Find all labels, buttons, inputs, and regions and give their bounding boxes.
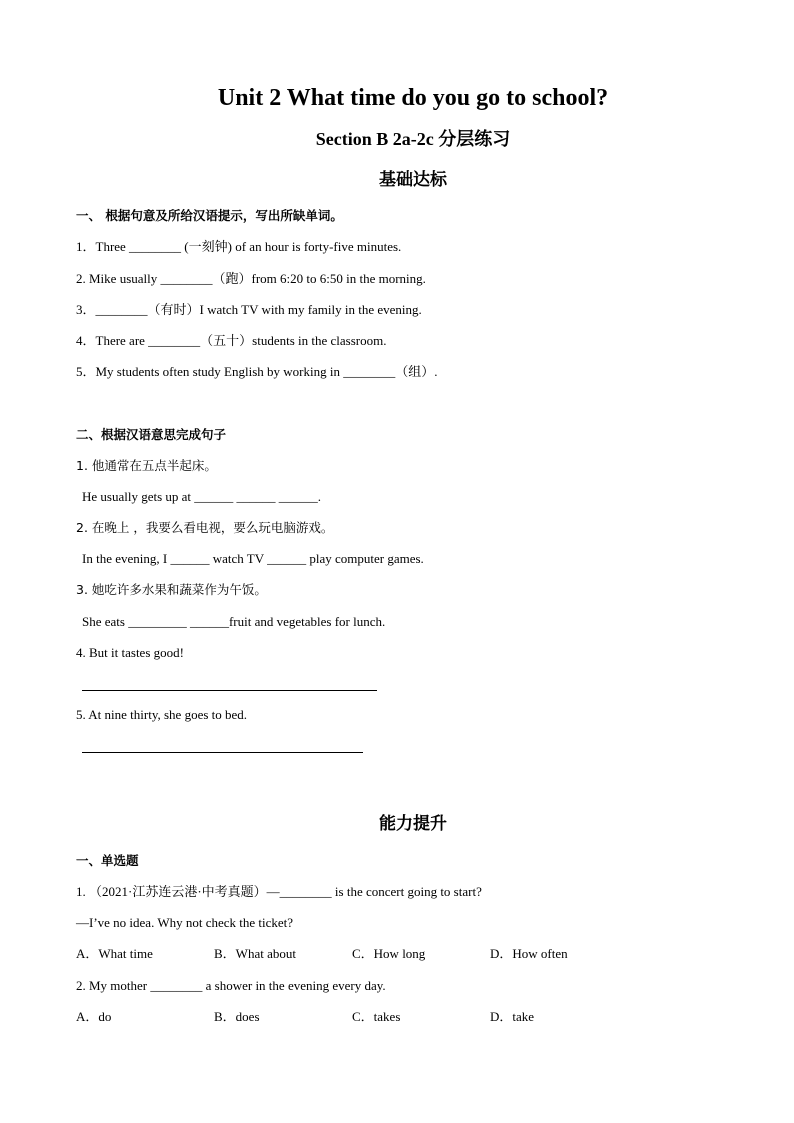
page-subtitle: Section B 2a-2c 分层练习 [315,129,511,149]
answer-line-4 [82,690,377,691]
part1-item-5: 5．My students often study English by working in ________（组）. [76,364,438,379]
answer-line-5 [82,752,363,753]
question-1-stem-2: —I’ve no idea. Why not check the ticket? [76,915,294,930]
part2-heading: 二、根据汉语意思完成句子 [76,427,227,442]
part2-item-1-cn: 1. 他通常在五点半起床。 [76,458,217,473]
question-1-option-b: B．What about [214,946,296,961]
question-2-option-c: C．takes [352,1009,401,1024]
part2-item-3-en: She eats _________ ______fruit and vegetables for lunch. [82,614,386,629]
question-2-option-a: A．do [76,1009,112,1024]
part2-item-2-cn: 2. 在晚上 ，我要么看电视，要么玩电脑游戏。 [76,520,334,535]
part1-item-2: 2. Mike usually ________（跑）from 6:20 to 6:50 in the morning. [76,271,426,286]
page-title: Unit 2 What time do you go to school? [217,85,609,111]
part3-heading: 一、单选题 [76,853,139,868]
part2-item-3-cn: 3. 她吃许多水果和蔬菜作为午饭。 [76,582,267,597]
part1-heading: 一、 根据句意及所给汉语提示，写出所缺单词。 [76,208,343,223]
part2-item-1-en: He usually gets up at ______ ______ ______. [82,489,322,504]
question-1-option-c: C．How long [352,946,426,961]
part1-item-4: 4．There are ________（五十）students in the classroom. [76,333,387,348]
part1-item-3: 3．________（有时）I watch TV with my family in the evening. [76,302,422,317]
part2-item-4-en: 4. But it tastes good! [76,645,184,660]
part2-item-5-en: 5. At nine thirty, she goes to bed. [76,707,248,722]
question-2-stem: 2. My mother ________ a shower in the evening every day. [76,978,386,993]
question-2-option-b: B．does [214,1009,260,1024]
question-2-option-d: D．take [490,1009,535,1024]
level-advanced-heading: 能力提升 [379,814,447,834]
question-1-option-a: A．What time [76,946,153,961]
part2-item-2-en: In the evening, I ______ watch TV ______ play computer games. [82,551,424,566]
question-1-stem: 1. （2021·江苏连云港·中考真题）—________ is the concert going to start? [76,884,482,899]
level-basic-heading: 基础达标 [379,170,447,190]
question-1-option-d: D．How often [490,946,568,961]
part1-item-1: 1．Three ________ (一刻钟) of an hour is forty-five minutes. [76,239,402,254]
